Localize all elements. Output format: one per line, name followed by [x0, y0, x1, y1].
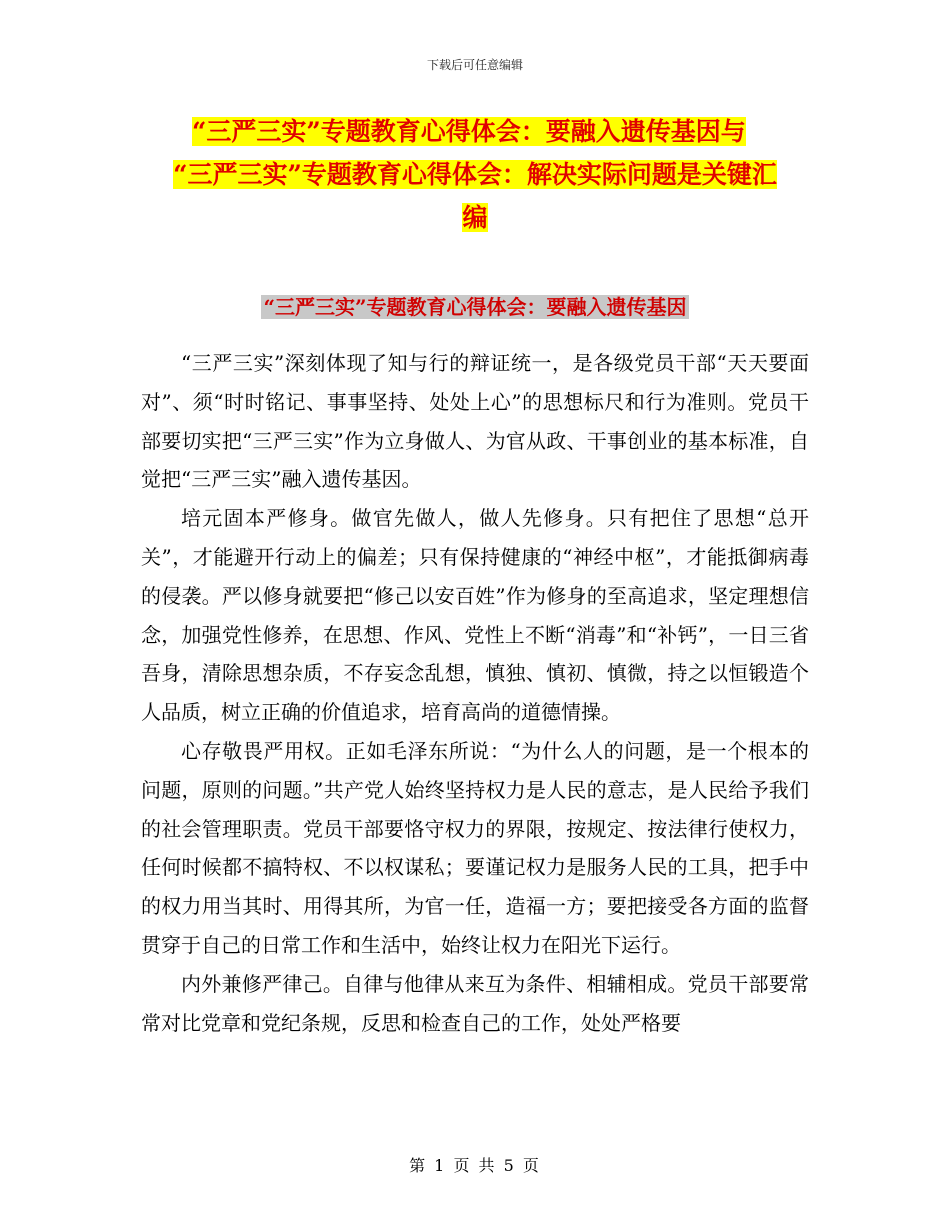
header-note: 下载后可任意编辑	[426, 58, 523, 72]
paragraph: 心存敬畏严用权。正如毛泽东所说：“为什么人的问题，是一个根本的问题，原则的问题。”共产党人始终坚持权力是人民的意志，是人民给予我们的社会管理职责。党员干部要恪守权力的界限，按规定、按法律行使权力，任何时候都不搞特权、不以权谋私；要谨记权力是服务人民的工具，把手中的权力用当其时、用得其所，为官一任，造福一方；要把接受各方面的监督贯穿于自己的日常工作和生活中，始终让权力在阳光下运行。	[141, 738, 809, 957]
paragraph: “三严三实”深刻体现了知与行的辩证统一，是各级党员干部“天天要面对”、须“时时铭记、事事坚持、处处上心”的思想标尺和行为准则。党员干部要切实把“三严三实”作为立身做人、为官从政、干事创业的基本标准，自觉把“三严三实”融入遗传基因。	[141, 351, 809, 492]
paragraph: 内外兼修严律己。自律与他律从来互为条件、相辅相成。党员干部要常常对比党章和党纪条规，反思和检查自己的工作，处处严格要	[141, 971, 809, 1035]
document-title	[140, 110, 810, 239]
paragraph: 培元固本严修身。做官先做人，做人先修身。只有把住了思想“总开关”，才能避开行动上的偏差；只有保持健康的“神经中枢”，才能抵御病毒的侵袭。严以修身就要把“修己以安百姓”作为修身的至高追求，坚定理想信念，加强党性修养，在思想、作风、党性上不断“消毒”和“补钙”，一日三省吾身，清除思想杂质，不存妄念乱想，慎独、慎初、慎微，持之以恒锻造个人品质，树立正确的价值追求，培育高尚的道德情操。	[141, 506, 809, 725]
title-line-3: 编	[462, 203, 488, 232]
title-line-1: “三严三实”专题教育心得体会：要融入遗传基因与	[192, 117, 746, 146]
page-number: 第 1 页 共 5 页	[409, 1156, 541, 1175]
document-body	[141, 344, 809, 1042]
title-line-2: “三严三实”专题教育心得体会：解决实际问题是关键汇	[173, 160, 777, 189]
section-heading: “三严三实”专题教育心得体会：要融入遗传基因	[263, 295, 687, 319]
